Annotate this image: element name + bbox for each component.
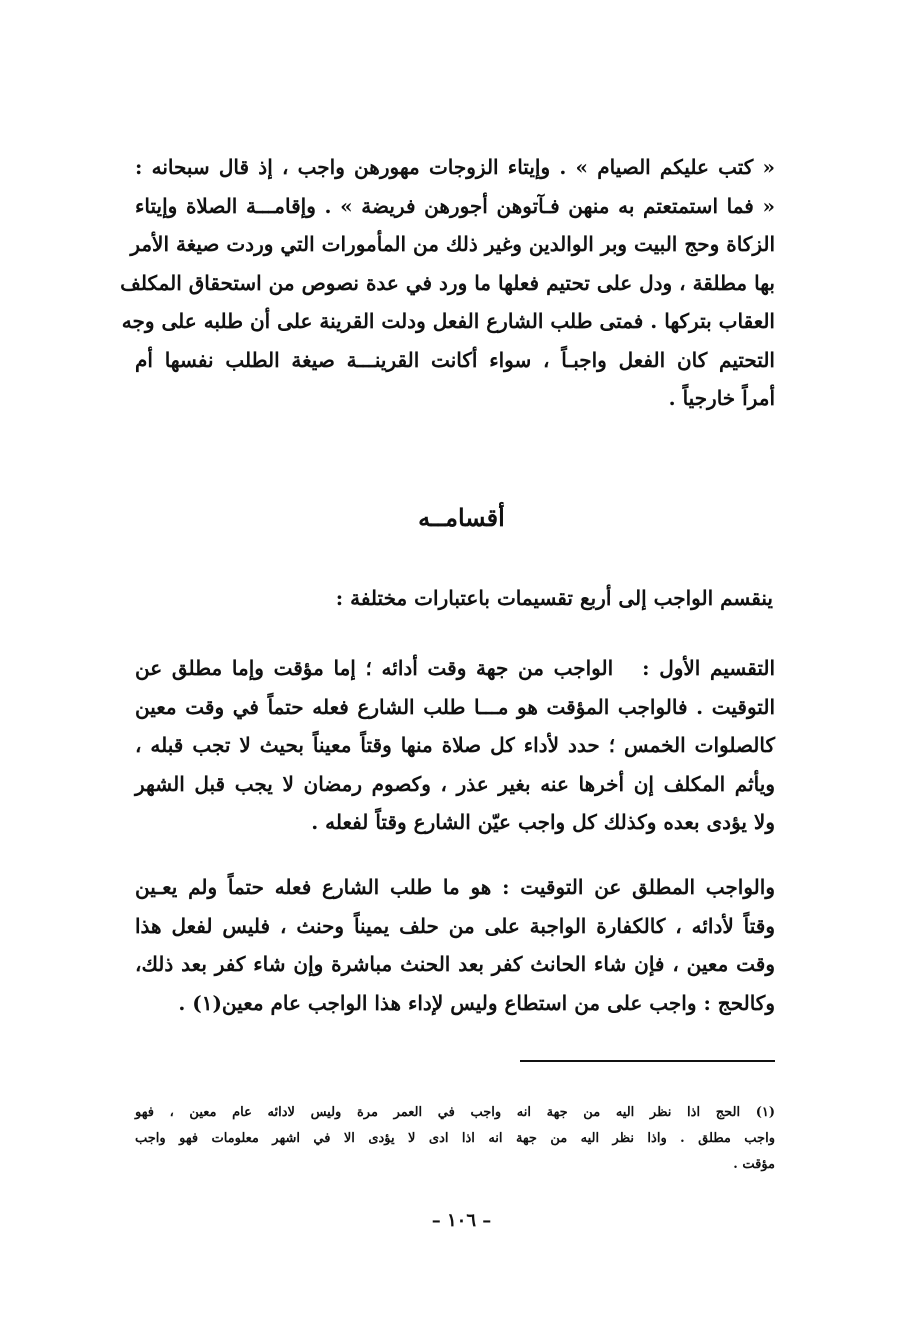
text-line: التحتيم كان الفعل واجبـاً ، سواء أكانت القرينـــة صيغة الطلب نفسها أم (135, 347, 775, 372)
footnote-line: مؤقت . (733, 1157, 775, 1172)
text-line: « فما استمتعتم به منهن فـآتوهن أجورهن فريضة » . وإقامـــة الصلاة وإيتاء (135, 193, 775, 218)
opening-paragraph (120, 148, 775, 418)
footnote-line: واجب مطلق . واذا نظر اليه من جهة انه اذا ادى لا يؤدى الا في اشهر معلومات فهو واجب (135, 1131, 775, 1146)
text-line (135, 649, 775, 688)
intro-sentence: ينقسم الواجب إلى أربع تقسيمات باعتبارات مختلفة : (335, 586, 773, 610)
footnote (135, 1100, 775, 1178)
text-line: الزكاة وحج البيت وبر الوالدين وغير ذلك من المأمورات التي وردت صيغة الأمر (130, 232, 775, 256)
text-line: ولا يؤدى بعده وكذلك كل واجب عيّن الشارع وقتاً لفعله . (311, 810, 775, 834)
text-line: كالصلوات الخمس ؛ حدد لأداء كل صلاة منها وقتاً معيناً بحيث لا تجب قبله ، (135, 733, 776, 757)
text-line: وقت معين ، فإن شاء الحانث كفر بعد الحنث مباشرة وإن شاء كفر بعد ذلك، (135, 952, 775, 976)
text-line: بها مطلقة ، ودل على تحتيم فعلها ما ورد في عدة نصوص من استحقاق المكلف (120, 270, 775, 295)
absolute-obligation-paragraph (135, 868, 775, 1022)
text-line: وكالحج : واجب على من استطاع وليس لإداء هذا الواجب عام معين(١) . (178, 990, 775, 1015)
text-line: ويأثم المكلف إن أخرها عنه بغير عذر ، وكصوم رمضان لا يجب قبل الشهر (135, 771, 775, 796)
text-line: والواجب المطلق عن التوقيت : هو ما طلب الشارع فعله حتماً ولم يعـين (135, 875, 775, 899)
page-number: – ١٠٦ – (431, 1210, 492, 1231)
text-line: العقاب بتركها . فمتى طلب الشارع الفعل ودلت القرينة على أن طلبه على وجه (121, 309, 775, 333)
footnote-separator (520, 1060, 775, 1062)
text-line: أمراً خارجياً . (668, 386, 775, 410)
division-text: الواجب من جهة وقت أدائه ؛ إما مؤقت وإما مطلق عن (135, 656, 614, 680)
footnote-line: (١) الحج اذا نظر اليه من جهة انه واجب في العمر مرة وليس لادائه عام معين ، فهو (135, 1105, 775, 1120)
division-term: التقسيم الأول : (642, 656, 776, 680)
text-line: وقتاً لأدائه ، كالكفارة الواجبة على من حلف يميناً وحنث ، فليس لفعل هذا (135, 913, 775, 938)
first-division-paragraph (135, 649, 775, 842)
text-line: « كتب عليكم الصيام » . وإيتاء الزوجات مهورهن واجب ، إذ قال سبحانه : (135, 155, 775, 179)
text-line: التوقيت . فالواجب المؤقت هو مـــا طلب الشارع فعله حتماً في وقت معين (135, 694, 775, 719)
section-heading: أقسامــه (418, 503, 505, 532)
